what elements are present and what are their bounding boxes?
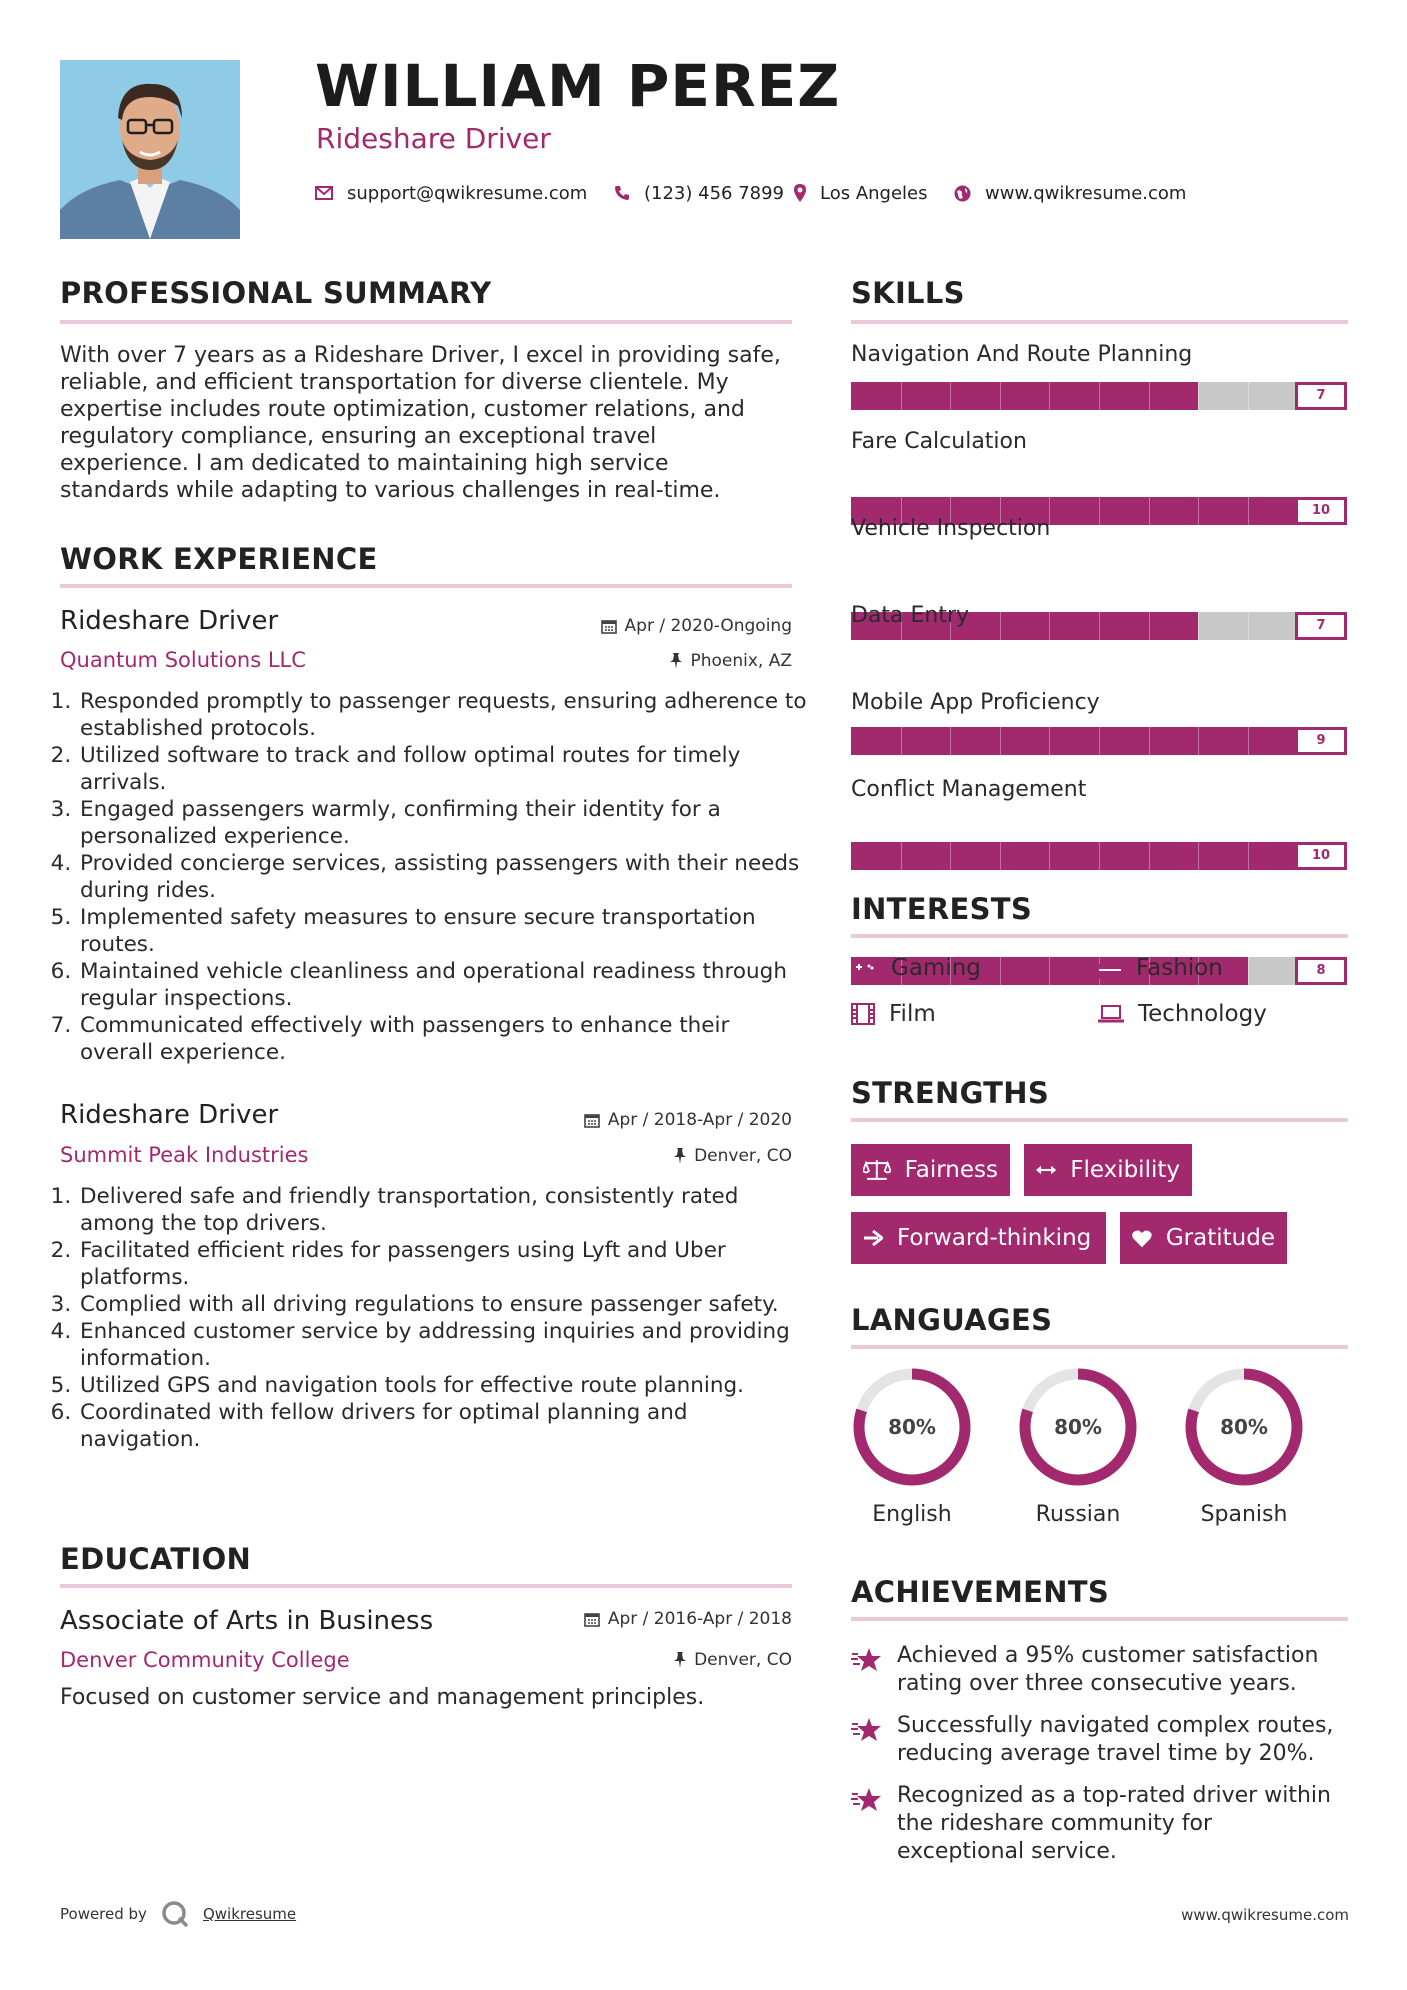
summary-text bbox=[60, 342, 800, 504]
skill-bar-segment bbox=[1248, 612, 1249, 640]
contact-location-text: Los Angeles bbox=[820, 182, 928, 204]
skill-name: Fare Calculation bbox=[851, 429, 1027, 454]
skill-name: Mobile App Proficiency bbox=[851, 690, 1100, 715]
language-percent: 80% bbox=[1054, 1415, 1102, 1439]
phone-icon bbox=[614, 185, 630, 201]
skill-bar-segment bbox=[1000, 382, 1001, 410]
skill-bar-segment bbox=[1000, 842, 1001, 870]
list-item: 5. Implemented safety measures to ensure secure transportation routes. bbox=[78, 904, 808, 958]
education-heading: EDUCATION bbox=[60, 1542, 252, 1576]
skill-bar-segment bbox=[1248, 382, 1249, 410]
strength-label: Flexibility bbox=[1070, 1157, 1180, 1183]
skill-bar-segment bbox=[1000, 957, 1001, 985]
list-item: 3. Engaged passengers warmly, confirming their identity for a personalized experience. bbox=[78, 796, 808, 850]
section-divider bbox=[851, 1118, 1348, 1122]
globe-icon bbox=[954, 185, 971, 202]
balance-scale-icon bbox=[863, 1159, 891, 1181]
gamepad-icon bbox=[851, 960, 877, 976]
skill-bar-fill bbox=[851, 727, 1297, 755]
list-item: 4. Provided concierge services, assisting passengers with their needs during rides. bbox=[78, 850, 808, 904]
map-marker-icon bbox=[794, 184, 806, 202]
laptop-icon bbox=[1098, 1005, 1124, 1023]
skill-bar bbox=[851, 727, 1347, 755]
skill-bar-segment bbox=[1198, 727, 1199, 755]
list-item: 2. Utilized software to track and follow optimal routes for timely arrivals. bbox=[78, 742, 808, 796]
skill-bar-segment bbox=[1149, 842, 1150, 870]
skill-level-badge: 7 bbox=[1295, 382, 1347, 410]
skill-name: Conflict Management bbox=[851, 777, 1087, 802]
skill-bar-segment bbox=[901, 382, 902, 410]
list-item: 7. Communicated effectively with passengers to enhance their overall experience. bbox=[78, 1012, 808, 1066]
skill-bar-segment bbox=[901, 727, 902, 755]
candidate-title: Rideshare Driver bbox=[316, 122, 551, 155]
skill-level-badge: 9 bbox=[1295, 727, 1347, 755]
list-item: 5. Utilized GPS and navigation tools for effective route planning. bbox=[78, 1372, 808, 1399]
skill-bar-segment bbox=[1049, 842, 1050, 870]
summary-line: standards while adapting to various challenges in real-time. bbox=[60, 478, 721, 503]
strength-tag-fairness bbox=[851, 1144, 1010, 1196]
achievement-line: Achieved a 95% customer satisfaction bbox=[897, 1643, 1319, 1668]
summary-line: expertise includes route optimization, customer relations, and bbox=[60, 397, 745, 422]
shopping-bag-icon bbox=[1098, 957, 1122, 979]
skills-heading: SKILLS bbox=[851, 276, 965, 310]
contact-phone[interactable] bbox=[614, 180, 784, 206]
skill-bar-segment bbox=[1198, 382, 1199, 410]
list-item: 3. Complied with all driving regulations to ensure passenger safety. bbox=[78, 1291, 808, 1318]
interest-label: Fashion bbox=[1136, 955, 1223, 981]
powered-by-label: Powered by bbox=[60, 1905, 147, 1923]
strength-tag-gratitude bbox=[1120, 1212, 1287, 1264]
language-name: Russian bbox=[1035, 1502, 1121, 1527]
list-item: 2. Facilitated efficient rides for passengers using Lyft and Uber platforms. bbox=[78, 1237, 808, 1291]
contact-website[interactable] bbox=[954, 180, 1186, 206]
list-item: 1. Delivered safe and friendly transportation, consistently rated among the top drivers. bbox=[78, 1183, 808, 1237]
interests-heading: INTERESTS bbox=[851, 892, 1033, 926]
section-divider bbox=[851, 1617, 1348, 1621]
pushpin-icon bbox=[674, 1148, 686, 1164]
skill-level-badge: 8 bbox=[1295, 957, 1347, 985]
job-company: Quantum Solutions LLC bbox=[60, 648, 306, 672]
skill-bar bbox=[851, 842, 1347, 870]
skill-level-badge: 7 bbox=[1295, 612, 1347, 640]
education-dates bbox=[584, 1609, 792, 1629]
strength-label: Forward-thinking bbox=[897, 1225, 1092, 1251]
job-location-text: Denver, CO bbox=[694, 1146, 792, 1166]
job-dates-text: Apr / 2018-Apr / 2020 bbox=[607, 1110, 792, 1130]
skill-bar-segment bbox=[1099, 727, 1100, 755]
pushpin-icon bbox=[670, 653, 682, 669]
film-icon bbox=[851, 1003, 875, 1025]
languages-heading: LANGUAGES bbox=[851, 1303, 1053, 1337]
job-dates bbox=[584, 1110, 792, 1130]
interest-gaming bbox=[851, 955, 981, 981]
school-name: Denver Community College bbox=[60, 1648, 350, 1672]
summary-line: With over 7 years as a Rideshare Driver, I excel in providing safe, bbox=[60, 343, 781, 368]
arrows-horizontal-icon bbox=[1036, 1163, 1056, 1177]
contact-email[interactable] bbox=[315, 180, 587, 206]
job-location-text: Phoenix, AZ bbox=[690, 651, 792, 671]
achievement-line: exceptional service. bbox=[897, 1839, 1117, 1864]
interest-label: Gaming bbox=[891, 955, 981, 981]
skill-bar-segment bbox=[1000, 727, 1001, 755]
language-percent: 80% bbox=[1220, 1415, 1268, 1439]
job-title: Rideshare Driver bbox=[60, 1100, 279, 1130]
qwikresume-link[interactable]: Qwikresume bbox=[202, 1905, 297, 1923]
achievement-line: Recognized as a top-rated driver within bbox=[897, 1783, 1331, 1808]
interest-technology bbox=[1098, 1001, 1267, 1027]
skill-bar-segment bbox=[1149, 382, 1150, 410]
profile-photo bbox=[60, 60, 240, 239]
achievement-line: rating over three consecutive years. bbox=[897, 1671, 1297, 1696]
contact-phone-text: (123) 456 7899 bbox=[644, 182, 785, 204]
footer-url[interactable]: www.qwikresume.com bbox=[1181, 1906, 1349, 1924]
degree-title: Associate of Arts in Business bbox=[60, 1606, 434, 1636]
skill-bar-segment bbox=[1198, 497, 1199, 525]
arrow-right-icon bbox=[863, 1229, 883, 1247]
language-ring bbox=[1017, 1366, 1139, 1488]
skill-bar-segment bbox=[1099, 612, 1100, 640]
section-divider bbox=[60, 584, 792, 588]
skill-name: Data Entry bbox=[851, 603, 970, 628]
strength-label: Fairness bbox=[904, 1157, 998, 1183]
language-ring bbox=[1183, 1366, 1305, 1488]
skill-bar-segment bbox=[1149, 727, 1150, 755]
skill-bar-segment bbox=[950, 727, 951, 755]
job-duties-list bbox=[60, 1183, 808, 1453]
job-title: Rideshare Driver bbox=[60, 606, 279, 636]
skill-bar-segment bbox=[950, 842, 951, 870]
skill-bar bbox=[851, 382, 1347, 410]
trophy-star-icon bbox=[851, 1646, 883, 1674]
envelope-icon bbox=[315, 186, 333, 200]
skill-level-badge: 10 bbox=[1295, 497, 1347, 525]
job-dates-text: Apr / 2020-Ongoing bbox=[624, 616, 792, 636]
interest-film bbox=[851, 1001, 936, 1027]
list-item: 6. Coordinated with fellow drivers for optimal planning and navigation. bbox=[78, 1399, 808, 1453]
candidate-name: WILLIAM PEREZ bbox=[315, 52, 841, 120]
skill-bar-segment bbox=[901, 842, 902, 870]
calendar-icon bbox=[601, 618, 617, 634]
skill-bar-segment bbox=[1099, 497, 1100, 525]
skill-bar-fill bbox=[851, 382, 1198, 410]
job-duties-list bbox=[60, 688, 808, 1066]
achievements-heading: ACHIEVEMENTS bbox=[851, 1575, 1110, 1609]
footer-powered-by bbox=[60, 1900, 296, 1928]
skill-bar-segment bbox=[1248, 497, 1249, 525]
contact-email-text: support@qwikresume.com bbox=[347, 182, 588, 204]
language-name: Spanish bbox=[1200, 1502, 1288, 1527]
skill-name: Vehicle Inspection bbox=[851, 516, 1051, 541]
summary-line: regulatory compliance, ensuring an exceptional travel bbox=[60, 424, 657, 449]
skill-bar-segment bbox=[1099, 382, 1100, 410]
skill-bar-segment bbox=[1248, 957, 1249, 985]
experience-heading: WORK EXPERIENCE bbox=[60, 542, 378, 576]
skill-bar-segment bbox=[1049, 727, 1050, 755]
skill-bar-segment bbox=[1000, 612, 1001, 640]
skill-bar-segment bbox=[1198, 842, 1199, 870]
skill-bar-segment bbox=[950, 382, 951, 410]
skill-bar-segment bbox=[1248, 842, 1249, 870]
interest-label: Technology bbox=[1138, 1001, 1267, 1027]
trophy-star-icon bbox=[851, 1716, 883, 1744]
skill-bar-segment bbox=[1099, 842, 1100, 870]
summary-heading: PROFESSIONAL SUMMARY bbox=[60, 276, 492, 310]
education-description: Focused on customer service and management principles. bbox=[60, 1685, 705, 1710]
language-name: English bbox=[872, 1502, 952, 1527]
list-item: 4. Enhanced customer service by addressing inquiries and providing information. bbox=[78, 1318, 808, 1372]
skill-bar-segment bbox=[1248, 727, 1249, 755]
list-item: 1. Responded promptly to passenger requests, ensuring adherence to established protocols. bbox=[78, 688, 808, 742]
section-divider bbox=[60, 320, 792, 324]
section-divider bbox=[851, 1345, 1348, 1349]
strength-tag-flexibility bbox=[1024, 1144, 1192, 1196]
job-location bbox=[674, 1146, 792, 1166]
interest-fashion bbox=[1098, 955, 1223, 981]
skill-name: Navigation And Route Planning bbox=[851, 342, 1193, 367]
calendar-icon bbox=[584, 1611, 600, 1627]
pushpin-icon bbox=[674, 1652, 686, 1668]
section-divider bbox=[851, 934, 1348, 938]
education-location bbox=[674, 1650, 792, 1670]
summary-line: experience. I am dedicated to maintaining high service bbox=[60, 451, 669, 476]
education-location-text: Denver, CO bbox=[694, 1650, 792, 1670]
skill-bar-segment bbox=[1049, 382, 1050, 410]
education-dates-text: Apr / 2016-Apr / 2018 bbox=[607, 1609, 792, 1629]
section-divider bbox=[851, 320, 1348, 324]
achievement-item bbox=[851, 1642, 1351, 1698]
job-company: Summit Peak Industries bbox=[60, 1143, 309, 1167]
strengths-heading: STRENGTHS bbox=[851, 1076, 1050, 1110]
heart-icon bbox=[1132, 1228, 1152, 1249]
qwikresume-logo-icon bbox=[161, 1900, 189, 1928]
language-ring bbox=[851, 1366, 973, 1488]
skill-bar-segment bbox=[1049, 957, 1050, 985]
section-divider bbox=[60, 1584, 792, 1588]
skill-level-badge: 10 bbox=[1295, 842, 1347, 870]
contact-location bbox=[794, 180, 928, 206]
achievement-item bbox=[851, 1782, 1351, 1866]
skill-bar-segment bbox=[1198, 612, 1199, 640]
job-location bbox=[670, 651, 792, 671]
calendar-icon bbox=[584, 1112, 600, 1128]
trophy-star-icon bbox=[851, 1786, 883, 1814]
strength-tag-forward-thinking bbox=[851, 1212, 1106, 1264]
skill-bar-segment bbox=[1149, 612, 1150, 640]
contact-website-text: www.qwikresume.com bbox=[985, 182, 1187, 204]
achievement-line: the rideshare community for bbox=[897, 1811, 1213, 1836]
achievement-item bbox=[851, 1712, 1351, 1768]
list-item: 6. Maintained vehicle cleanliness and operational readiness through regular inspections. bbox=[78, 958, 808, 1012]
achievement-line: reducing average travel time by 20%. bbox=[897, 1741, 1315, 1766]
job-dates bbox=[601, 616, 792, 636]
language-percent: 80% bbox=[888, 1415, 936, 1439]
skill-bar-segment bbox=[1149, 497, 1150, 525]
achievement-line: Successfully navigated complex routes, bbox=[897, 1713, 1334, 1738]
interest-label: Film bbox=[889, 1001, 936, 1027]
strength-label: Gratitude bbox=[1165, 1225, 1275, 1251]
summary-line: reliable, and efficient transportation for diverse clientele. My bbox=[60, 370, 729, 395]
skill-bar-segment bbox=[1049, 612, 1050, 640]
